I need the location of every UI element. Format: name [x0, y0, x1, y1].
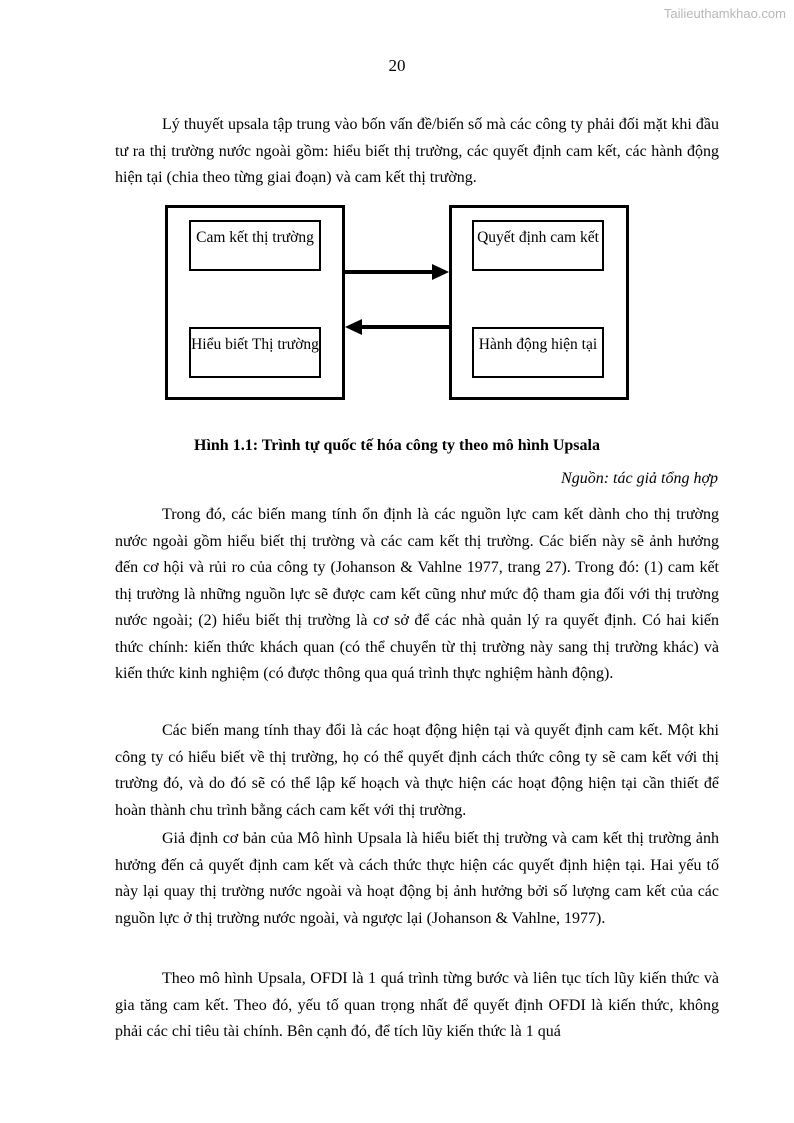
paragraph-change-variables: Các biến mang tính thay đổi là các hoạt động hiện tại và quyết định cam kết. Một khi công ty có hiểu biết về thị trường, họ có thể quyết định cách thức công ty sẽ cam kết với thị trường đó, và do đó sẽ có thể lập kế hoạch và thực hiện các hoạt động hiện tại cần thiết để hoàn thành chu trình bằng cách cam kết với thị trường. — [115, 722, 719, 819]
paragraph-basic-assumption: Giả định cơ bản của Mô hình Upsala là hiểu biết thị trường và cam kết thị trường ảnh hưởng đến cả quyết định cam kết và cách thức thực hiện các quyết định hiện tại. Hai yếu tố này lại quay thị trường nước ngoài và hoạt động bị ảnh hưởng bởi số lượng cam kết của các nguồn lực ở thị trường nước ngoài, và ngược lại (Johanson & Vahlne, 1977). — [115, 830, 719, 927]
current-activities-box: Hành động hiện tại — [472, 327, 604, 378]
paragraph-stable-variables: Trong đó, các biến mang tính ổn định là các nguồn lực cam kết dành cho thị trường nước ngoài gồm hiểu biết thị trường và các cam kết thị trường. Các biến này sẽ ảnh hưởng đến cơ hội và rủi ro của công ty (Johanson & Vahlne 1977, trang 27). Trong đó: (1) cam kết thị trường là những nguồn lực sẽ được cam kết cũng như mức độ tham gia đối với thị trường nước ngoài; (2) hiểu biết thị trường là cơ sở để các nhà quản lý ra quyết định. Có hai kiến thức chính: kiến thức khách quan (có thể chuyển từ thị trường này sang thị trường khác) và kiến thức kinh nghiệm (có được thông qua quá trình thực nghiệm hành động). — [115, 506, 719, 682]
paragraph-intro: Lý thuyết upsala tập trung vào bốn vấn đề/biến số mà các công ty phải đối mặt khi đầu tư ra thị trường nước ngoài gồm: hiểu biết thị trường, các quyết định cam kết, các hành động hiện tại (chia theo từng giai đoạn) và cam kết thị trường. — [115, 116, 719, 186]
arrow-left-icon — [345, 319, 449, 335]
market-commitment-box: Cam kết thị trường — [189, 220, 321, 271]
watermark: Tailieuthamkhao.com — [663, 6, 786, 21]
figure-caption: Hình 1.1: Trình tự quốc tế hóa công ty theo mô hình Upsala — [194, 437, 600, 454]
paragraph-ofdi: Theo mô hình Upsala, OFDI là 1 quá trình từng bước và liên tục tích lũy kiến thức và gia tăng cam kết. Theo đó, yếu tố quan trọng nhất để quyết định OFDI là kiến thức, không phải các chỉ tiêu tài chính. Bên cạnh đó, để tích lũy kiến thức là 1 quá — [115, 970, 719, 1040]
figure-source: Nguồn: tác giả tổng hợp — [561, 470, 718, 487]
commitment-decisions-box: Quyết định cam kết — [472, 220, 604, 271]
market-knowledge-box: Hiểu biết Thị trường — [189, 327, 321, 378]
page-number: 20 — [388, 56, 406, 75]
arrow-right-icon — [345, 264, 449, 280]
